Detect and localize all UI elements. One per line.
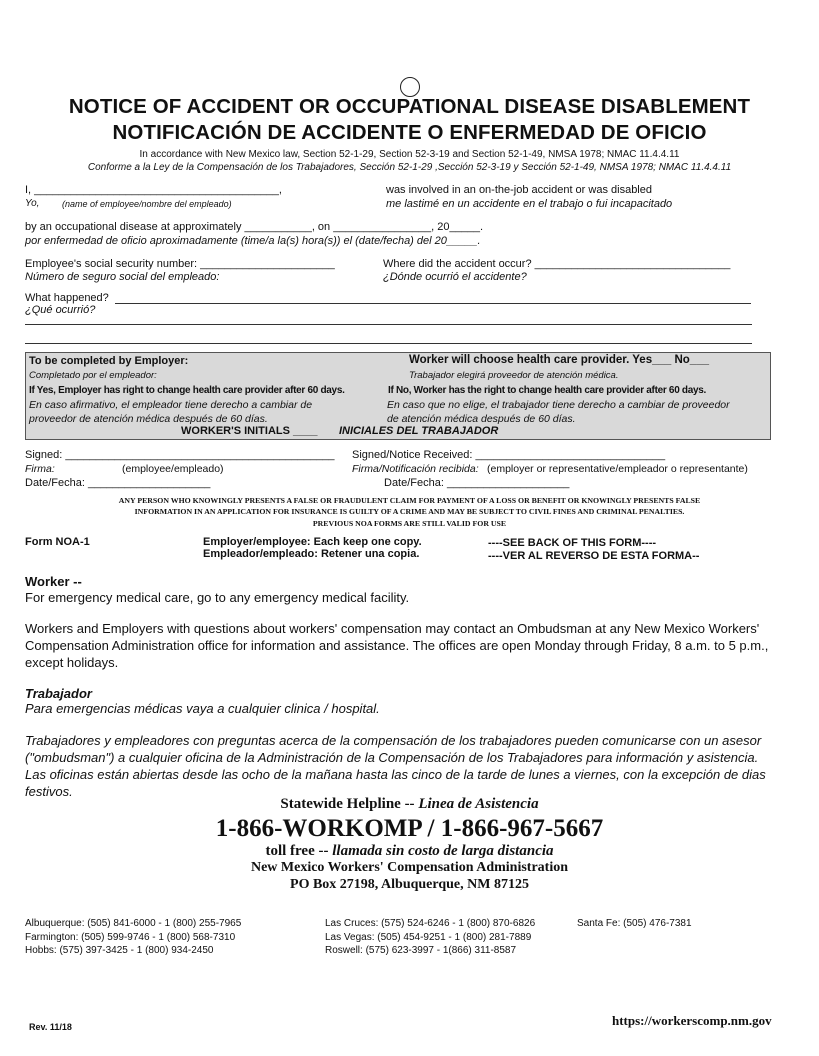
trabajador-heading: Trabajador <box>25 686 92 701</box>
helpline-number[interactable]: 1-866-WORKOMP / 1-866-967-5667 <box>215 815 604 842</box>
firma-label: Firma: <box>25 463 55 475</box>
employer-yes-rule: If Yes, Employer has right to change health care provider after 60 days. <box>29 385 345 396</box>
office-albuquerque: Albuquerque: (505) 841-6000 - 1 (800) 255-7965 <box>25 918 242 929</box>
accident-location-caption: ¿Dónde ocurrió el accidente? <box>383 271 527 283</box>
fraud-warning-line-2: INFORMATION IN AN APPLICATION FOR INSURANCE IS GUILTY OF A CRIME AND MAY BE SUBJECT TO CIVIL FINES AND CRIMINAL PENALTIES. <box>134 507 685 516</box>
previous-forms-valid: PREVIOUS NOA FORMS ARE STILL VALID FOR USE <box>312 519 507 528</box>
toll-free-spanish: llamada sin costo de larga distancia <box>332 843 554 859</box>
ssn-field[interactable]: Employee's social security number: ______________________ <box>25 258 335 270</box>
employee-date-field[interactable]: Date/Fecha: ____________________ <box>25 477 211 489</box>
offices-column-2 <box>325 917 535 958</box>
copy-instruction-spanish: Empleador/empleado: Retener una copia. <box>203 548 420 560</box>
what-happened-label: What happened? <box>25 292 109 304</box>
website-link[interactable]: https://workerscomp.nm.gov <box>612 1013 772 1028</box>
office-santa-fe: Santa Fe: (505) 476-7381 <box>577 918 692 929</box>
employer-date-field[interactable]: Date/Fecha: ____________________ <box>384 477 570 489</box>
worker-no-rule: If No, Worker has the right to change health care provider after 60 days. <box>388 385 707 396</box>
worker-choose-provider[interactable]: Worker will choose health care provider. Yes___ No___ <box>409 354 709 366</box>
employer-box-title: To be completed by Employer: <box>29 355 189 367</box>
see-back-spanish: ----VER AL REVERSO DE ESTA FORMA-- <box>488 550 700 562</box>
accident-statement-spanish: me lastimé en un accidente en el trabajo o fui incapacitado <box>386 198 673 210</box>
worker-heading: Worker -- <box>25 574 82 589</box>
worker-choose-provider-spanish: Trabajador elegirá proveedor de atención médica. <box>409 370 619 381</box>
time-date-caption: por enfermedad de oficio aproximadamente (time/a la(s) hora(s)) el (date/fecha) del 20_____. <box>25 235 481 247</box>
accident-statement-english: was involved in an on-the-job accident or was disabled <box>386 184 652 196</box>
yo-label: Yo, <box>25 198 40 209</box>
what-happened-caption: ¿Qué ocurrió? <box>25 304 96 316</box>
employee-signature-caption: (employee/empleado) <box>122 463 224 475</box>
title-english: NOTICE OF ACCIDENT OR OCCUPATIONAL DISEASE DISABLEMENT <box>68 95 751 118</box>
trabajador-emergency-text: Para emergencias médicas vaya a cualquier clinica / hospital. <box>25 701 380 716</box>
time-date-line[interactable]: by an occupational disease at approximately ___________, on ________________, 20_____. <box>25 221 484 233</box>
trabajador-ombudsman-text: Trabajadores y empleadores con preguntas acerca de la compensación de los trabajadores pueden comunicarse con un asesor ("ombudsman") a cualquier oficina de la Administración de la Compensación de los Trabajadores para información y asistencia. Las oficinas están abiertas desde las ocho de la mañana hasta las cinco de la tarde de lunes a viernes, con la excepción de dias festivos. <box>25 733 766 799</box>
office-farmington: Farmington: (505) 599-9746 - 1 (800) 568-7310 <box>25 931 236 943</box>
employee-name-line[interactable]: I, ________________________________________, <box>25 184 282 196</box>
offices-column-3 <box>577 917 692 931</box>
notice-received-signature-field[interactable]: Signed/Notice Received: _______________________________ <box>352 449 666 461</box>
notice-received-who: (employer or representative/empleador o representante) <box>487 463 748 475</box>
worker-initials-field[interactable]: WORKER'S INITIALS ____ <box>181 425 318 437</box>
employer-box-title-spanish: Completado por el empleador: <box>29 370 157 381</box>
employer-yes-rule-spanish-1: En caso afirmativo, el empleador tiene derecho a cambiar de <box>29 399 313 411</box>
employee-name-caption: (name of employee/nombre del empleado) <box>62 199 232 209</box>
accident-location-field[interactable]: Where did the accident occur? ________________________________ <box>383 258 731 270</box>
form-id: Form NOA-1 <box>25 536 90 548</box>
offices-column-1 <box>25 917 241 958</box>
worker-no-rule-spanish-1: En caso que no elige, el trabajador tiene derecho a cambiar de proveedor <box>387 399 730 411</box>
agency-address: PO Box 27198, Albuquerque, NM 87125 <box>290 877 529 892</box>
law-reference-english: In accordance with New Mexico law, Section 52-1-29, Section 52-3-19 and Section 52-1-49, NMSA 1978; NMAC 11.4.4.11 <box>139 149 680 160</box>
law-reference-spanish: Conforme a la Ley de la Compensación de los Trabajadores, Sección 52-1-29 ,Sección 52-3-19 y Sección 52-1-49, NMSA 1978; NMAC 11.4.4.11 <box>87 162 732 173</box>
what-happened-line-2[interactable] <box>25 324 752 325</box>
toll-free-label: toll free -- <box>265 843 329 859</box>
notice-received-caption: Firma/Notificación recibida: <box>352 463 479 475</box>
what-happened-line-1[interactable] <box>115 303 751 304</box>
see-back-english: ----SEE BACK OF THIS FORM---- <box>488 537 657 549</box>
helpline-label: Statewide Helpline -- <box>280 796 415 812</box>
employer-yes-rule-spanish-2: proveedor de atención médica después de 60 días. <box>29 413 268 425</box>
title-spanish: NOTIFICACIÓN DE ACCIDENTE O ENFERMEDAD DE OFICIO <box>112 121 707 144</box>
ssn-caption: Número de seguro social del empleado: <box>25 271 220 283</box>
employee-signature-field[interactable]: Signed: ____________________________________________ <box>25 449 335 461</box>
copy-instruction-english: Employer/employee: Each keep one copy. <box>203 536 422 548</box>
agency-name: New Mexico Workers' Compensation Administration <box>250 860 569 875</box>
office-roswell: Roswell: (575) 623-3997 - 1(866) 311-8587 <box>325 945 517 956</box>
fraud-warning-line-1: ANY PERSON WHO KNOWINGLY PRESENTS A FALSE OR FRAUDULENT CLAIM FOR PAYMENT OF A LOSS OR BENEFIT OR KNOWINGLY PRESENTS FALSE <box>118 496 701 505</box>
worker-ombudsman-text: Workers and Employers with questions about workers' compensation may contact an Ombudsman at any New Mexico Workers' Compensation Administration office for information and assistance. The offices are open Monday through Friday, 8 a.m. to 5 p.m., except holidays. <box>25 621 769 670</box>
form-circle-mark <box>400 77 420 97</box>
office-las-vegas: Las Vegas: (505) 454-9251 - 1 (800) 281-7889 <box>325 931 532 943</box>
office-las-cruces: Las Cruces: (575) 524-6246 - 1 (800) 870-6826 <box>325 918 536 929</box>
worker-no-rule-spanish-2: de atención médica después de 60 días. <box>387 413 576 425</box>
office-hobbs: Hobbs: (575) 397-3425 - 1 (800) 934-2450 <box>25 945 214 956</box>
what-happened-line-3[interactable] <box>25 343 752 344</box>
revision-date: Rev. 11/18 <box>29 1022 72 1032</box>
worker-emergency-text: For emergency medical care, go to any emergency medical facility. <box>25 590 410 605</box>
worker-initials-spanish: INICIALES DEL TRABAJADOR <box>339 425 499 437</box>
helpline-label-spanish: Linea de Asistencia <box>418 796 539 812</box>
